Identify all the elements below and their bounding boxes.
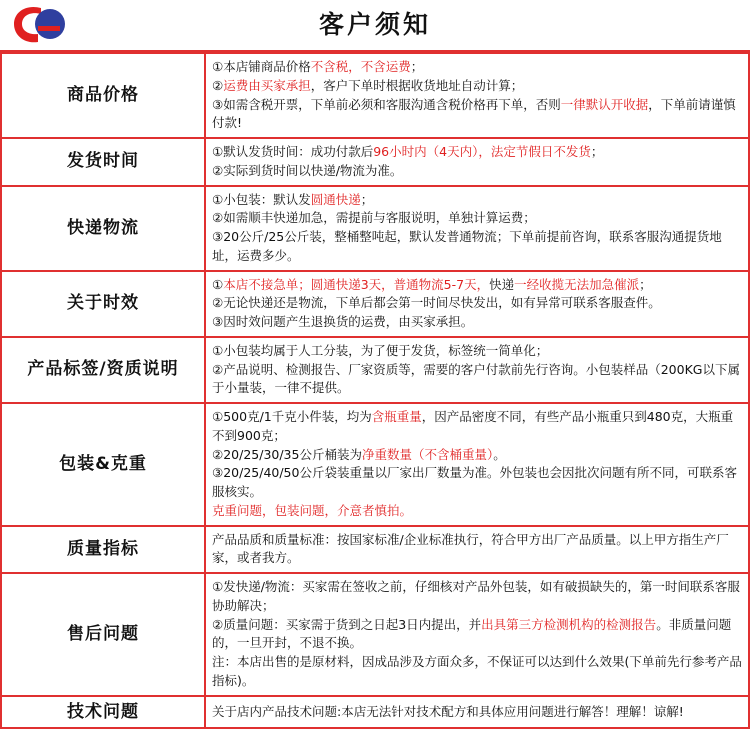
notice-row-label: 关于时效	[1, 271, 205, 337]
notice-line	[212, 228, 742, 266]
page-title: 客户须知	[318, 10, 431, 39]
plain-text: ①小包装均属于人工分装，为了便于发货，标签统一简单化；	[212, 342, 549, 358]
notice-row-content	[205, 696, 749, 729]
notice-line	[212, 616, 742, 654]
plain-text: ③因时效问题产生退换货的运费，由买家承担。	[212, 314, 474, 329]
notice-row-label: 技术问题	[1, 696, 205, 729]
notice-row	[1, 271, 749, 337]
highlight-text: 含瓶重量	[371, 409, 422, 424]
notice-line	[212, 162, 742, 181]
notice-row-label: 售后问题	[1, 573, 205, 696]
highlight-text: 出具第三方检测机构的检测报告	[481, 616, 657, 632]
notice-row-content	[205, 53, 749, 138]
notice-row-label: 包装&克重	[1, 403, 205, 526]
highlight-text: 克重问题，包装问题，介意者慎拍。	[212, 502, 413, 518]
plain-text: ；	[590, 144, 604, 159]
notice-row-label: 质量指标	[1, 526, 205, 574]
notice-row-content	[205, 526, 749, 574]
plain-text: ③如需含税开票，下单前必须和客服沟通含税价格再下单，否则	[212, 96, 561, 112]
plain-text: ②质量问题：买家需于货到之日起3日内提出，并	[212, 616, 482, 632]
notice-row-content	[205, 186, 749, 271]
notice-line	[212, 96, 742, 134]
plain-text: ；	[360, 191, 374, 207]
notice-line	[212, 209, 742, 228]
notice-line	[212, 77, 742, 96]
plain-text: ②20/25/30/35公斤桶装为	[212, 446, 362, 462]
plain-text: 快递	[489, 276, 515, 292]
document-header	[0, 0, 750, 52]
plain-text: ②	[212, 77, 224, 93]
notice-line	[212, 464, 742, 502]
notice-row-label: 产品标签/资质说明	[1, 337, 205, 403]
plain-text: ①500克/1千克小件装，均为	[212, 409, 372, 424]
notice-row	[1, 138, 749, 186]
notice-row	[1, 186, 749, 271]
plain-text: 关于店内产品技术问题:本店无法针对技术配方和具体应用问题进行解答！理解！谅解!	[212, 703, 684, 719]
plain-text: ③20公斤/25公斤装，整桶整吨起，默认发普通物流；下单前提前咨询，联系客服沟通提货地址，运费多少。	[212, 229, 722, 263]
highlight-text: 一经收揽无法加急催派	[514, 276, 640, 292]
notice-row-content	[205, 403, 749, 526]
highlight-text: 96小时内（4天内），法定节假日不发货	[373, 144, 591, 159]
plain-text: ②实际到货时间以快递/物流为准。	[212, 162, 403, 178]
notice-line	[212, 191, 742, 210]
plain-text: 注：本店出售的是原材料，因成品涉及方面众多，不保证可以达到什么效果(下单前先行参考产品指标)。	[212, 654, 742, 688]
notice-line	[212, 342, 742, 361]
notice-line	[212, 703, 742, 722]
highlight-text: 不含税，不含运费	[310, 59, 411, 74]
notice-row-label: 快递物流	[1, 186, 205, 271]
plain-text: ①发快递/物流：买家需在签收之前，仔细核对产品外包装，如有破损缺失的，第一时间联系客服协助解决；	[212, 579, 740, 613]
notice-line	[212, 294, 742, 313]
highlight-text: 净重数量（不含桶重量）	[361, 446, 494, 462]
plain-text: ，下单前请谨慎付款!	[212, 96, 736, 131]
notice-row	[1, 337, 749, 403]
notice-row	[1, 53, 749, 138]
notice-table-body	[1, 53, 749, 728]
highlight-text: 一律默认开收据	[560, 96, 649, 112]
plain-text: ①小包装：默认发	[212, 191, 311, 207]
notice-line	[212, 276, 742, 295]
notice-line	[212, 58, 742, 77]
notice-line	[212, 578, 742, 616]
plain-text: ②产品说明、检测报告、厂家资质等，需要的客户付款前先行咨询。小包装样品（200KG以下属于小量装，一律不提供。	[212, 361, 740, 396]
notice-line	[212, 361, 742, 399]
notice-row-content	[205, 138, 749, 186]
plain-text: ②如需顺丰快递加急，需提前与客服说明，单独计算运费；	[212, 210, 536, 226]
plain-text: ①	[212, 276, 224, 292]
notice-row-label: 商品价格	[1, 53, 205, 138]
plain-text: ①默认发货时间：成功付款后	[212, 144, 374, 159]
notice-table	[0, 52, 750, 729]
plain-text: ；	[639, 276, 652, 292]
notice-line	[212, 446, 742, 465]
notice-row-content	[205, 573, 749, 696]
notice-row	[1, 696, 749, 729]
notice-line	[212, 408, 742, 446]
notice-line	[212, 531, 742, 569]
plain-text: 。非质量问题的，一旦开封，不退不换。	[212, 616, 732, 651]
notice-row-content	[205, 337, 749, 403]
highlight-text: 本店不接急单；圆通快递3天，普通物流5-7天，	[223, 276, 490, 292]
notice-line	[212, 143, 742, 162]
plain-text: ，因产品密度不同，有些产品小瓶重只到480克，大瓶重不到900克；	[212, 409, 734, 443]
notice-line	[212, 313, 742, 332]
plain-text: ③20/25/40/50公斤袋装重量以厂家出厂数量为准。外包装也会因批次问题有所不同，可联系客服核实。	[212, 465, 737, 499]
plain-text: ，客户下单时根据收货地址自动计算；	[310, 77, 524, 93]
notice-row	[1, 403, 749, 526]
notice-row-label: 发货时间	[1, 138, 205, 186]
plain-text: ；	[410, 59, 424, 74]
notice-line	[212, 502, 742, 521]
notice-row	[1, 526, 749, 574]
plain-text: ①本店铺商品价格	[212, 59, 311, 74]
notice-row-content	[205, 271, 749, 337]
plain-text: 。	[493, 446, 506, 462]
plain-text: ②无论快递还是物流，下单后都会第一时间尽快发出，如有异常可联系客服查件。	[212, 295, 661, 311]
notice-row	[1, 573, 749, 696]
highlight-text: 运费由买家承担	[223, 77, 311, 93]
highlight-text: 圆通快递	[310, 191, 361, 207]
plain-text: 产品品质和质量标准：按国家标准/企业标准执行，符合甲方出厂产品质量。以上甲方指生产厂家，或者我方。	[212, 531, 729, 566]
